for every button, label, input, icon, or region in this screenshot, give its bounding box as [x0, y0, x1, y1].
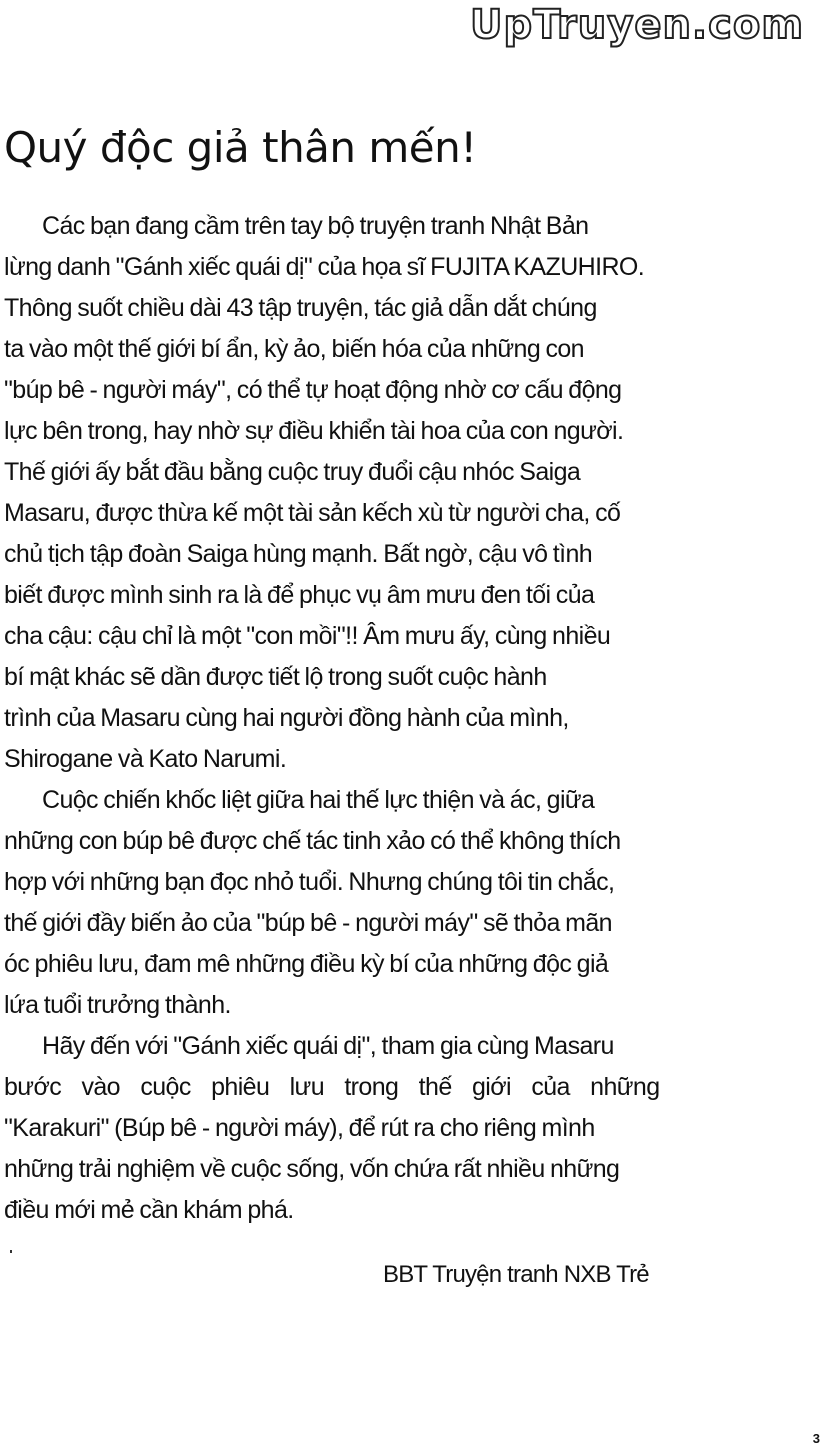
text-line: biết được mình sinh ra là để phục vụ âm mưu đen tối của: [4, 581, 595, 609]
scan-speck: [10, 1250, 12, 1253]
text-line: điều mới mẻ cần khám phá.: [4, 1196, 294, 1224]
page-number: 3: [812, 1431, 820, 1446]
paragraph-3: [4, 1026, 760, 1231]
text-line: hợp với những bạn đọc nhỏ tuổi. Nhưng chúng tôi tin chắc,: [4, 868, 615, 896]
text-line: những con búp bê được chế tác tinh xảo có thể không thích: [4, 827, 621, 855]
text-line: Cuộc chiến khốc liệt giữa hai thế lực thiện và ác, giữa: [42, 786, 595, 814]
text-line: bước vào cuộc phiêu lưu trong thế giới của những: [4, 1073, 660, 1101]
letter-body: [4, 206, 760, 1231]
text-line: bí mật khác sẽ dần được tiết lộ trong suốt cuộc hành: [4, 663, 547, 691]
text-line: trình của Masaru cùng hai người đồng hành của mình,: [4, 704, 569, 732]
text-line: Masaru, được thừa kế một tài sản kếch xù từ người cha, cố: [4, 499, 621, 527]
text-line: Các bạn đang cầm trên tay bộ truyện tranh Nhật Bản: [42, 212, 589, 240]
page-title: Quý độc giả thân mến!: [4, 123, 477, 172]
text-line: những trải nghiệm về cuộc sống, vốn chứa rất nhiều những: [4, 1155, 620, 1183]
text-line: Thế giới ấy bắt đầu bằng cuộc truy đuổi cậu nhóc Saiga: [4, 458, 581, 486]
text-line: thế giới đầy biến ảo của "búp bê - người máy" sẽ thỏa mãn: [4, 909, 612, 937]
text-line: chủ tịch tập đoàn Saiga hùng mạnh. Bất ngờ, cậu vô tình: [4, 540, 593, 568]
signature: BBT Truyện tranh NXB Trẻ: [383, 1261, 649, 1288]
text-line: ta vào một thế giới bí ẩn, kỳ ảo, biến hóa của những con: [4, 335, 584, 363]
text-line: óc phiêu lưu, đam mê những điều kỳ bí của những độc giả: [4, 950, 609, 978]
text-line: lực bên trong, hay nhờ sự điều khiển tài hoa của con người.: [4, 417, 624, 445]
watermark-logo: UpTruyen.com: [470, 2, 804, 48]
text-line: Shirogane và Kato Narumi.: [4, 745, 287, 773]
text-line: lứa tuổi trưởng thành.: [4, 991, 231, 1019]
paragraph-2: [4, 780, 760, 1026]
text-line: cha cậu: cậu chỉ là một "con mồi"!! Âm mưu ấy, cùng nhiều: [4, 622, 611, 650]
text-line: "búp bê - người máy", có thể tự hoạt động nhờ cơ cấu động: [4, 376, 622, 404]
text-line: Hãy đến với "Gánh xiếc quái dị", tham gia cùng Masaru: [42, 1032, 614, 1060]
text-line: lừng danh "Gánh xiếc quái dị" của họa sĩ FUJITA KAZUHIRO.: [4, 253, 645, 281]
text-line: Thông suốt chiều dài 43 tập truyện, tác giả dẫn dắt chúng: [4, 294, 597, 322]
text-line: "Karakuri" (Búp bê - người máy), để rút ra cho riêng mình: [4, 1114, 595, 1142]
paragraph-1: [4, 206, 760, 780]
